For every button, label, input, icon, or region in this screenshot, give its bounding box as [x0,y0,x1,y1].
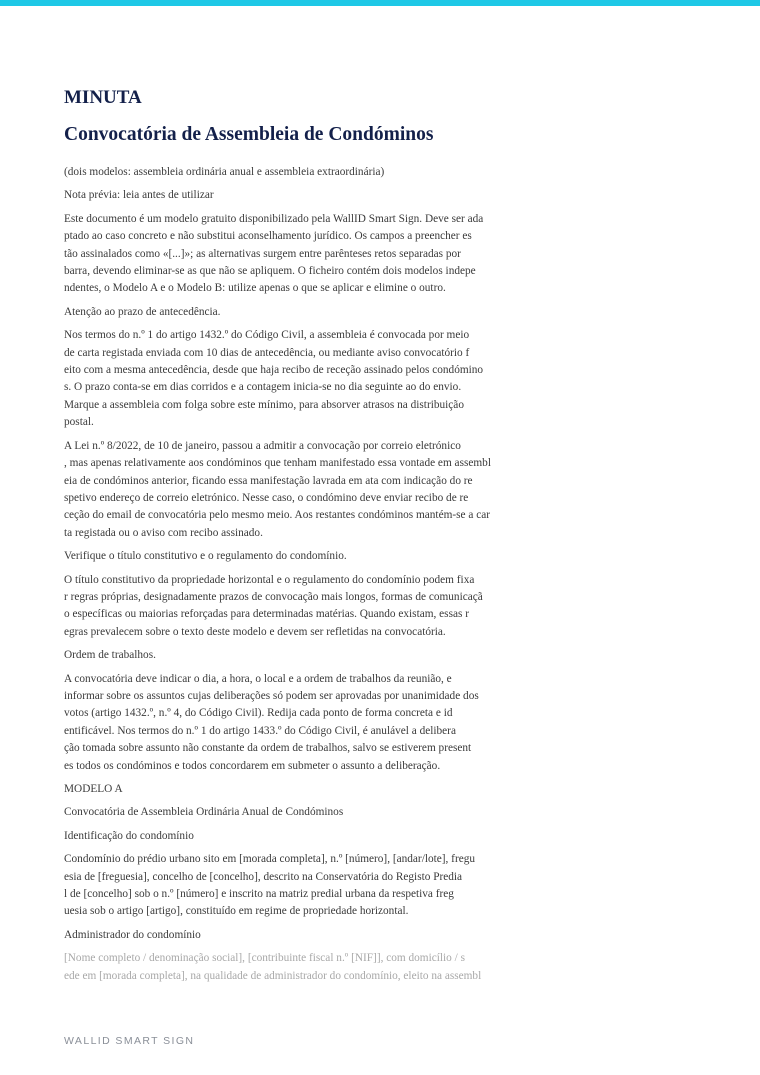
text-line: eia de condóminos anterior, ficando essa manifestação lavrada em ata com indicação do re [64,474,473,487]
text-line: Nota prévia: leia antes de utilizar [64,189,214,202]
text-line: Verifique o título constitutivo e o regulamento do condomínio. [64,550,347,563]
paragraph [64,164,534,181]
text-line: postal. [64,416,94,429]
text-line: ptado ao caso concreto e não substitui aconselhamento jurídico. Os campos a preencher es [64,230,472,243]
text-line: [Nome completo / denominação social], [contribuinte fiscal n.º [NIF]], com domicílio / s [64,952,465,965]
paragraph [64,671,534,775]
text-line: es todos os condóminos e todos concordarem em submeter o assunto a deliberação. [64,759,441,772]
paragraph [64,304,534,321]
text-line: de carta registada enviada com 10 dias de antecedência, ou mediante aviso convocatório f [64,346,470,359]
paragraph [64,950,534,985]
text-line: Ordem de trabalhos. [64,649,156,662]
text-line: informar sobre os assuntos cujas deliberações só podem ser aprovadas por unanimidade dos [64,689,479,702]
text-line: Este documento é um modelo gratuito disponibilizado pela WallID Smart Sign. Deve ser ada [64,212,484,225]
paragraph [64,438,534,542]
text-line: o específicas ou maiorias reforçadas para determinadas matérias. Quando existam, essas r [64,608,469,621]
paragraph-list [64,164,534,985]
paragraph [64,327,534,431]
text-line: Convocatória de Assembleia Ordinária Anual de Condóminos [64,806,344,819]
text-line: s. O prazo conta-se em dias corridos e a contagem inicia-se no dia seguinte ao do envio. [64,381,462,394]
text-line: entificável. Nos termos do n.º 1 do artigo 1433.º do Código Civil, é anulável a delibera [64,724,456,737]
text-line: esia de [freguesia], concelho de [concelho], descrito na Conservatória do Registo Predia [64,870,463,883]
text-line: ção tomada sobre assunto não constante da ordem de trabalhos, salvo se estiverem present [64,742,472,755]
paragraph [64,211,534,298]
text-line: A Lei n.º 8/2022, de 10 de janeiro, passou a admitir a convocação por correio eletrónico [64,439,461,452]
text-line: A convocatória deve indicar o dia, a hora, o local e a ordem de trabalhos da reunião, e [64,672,452,685]
text-line: Atenção ao prazo de antecedência. [64,305,221,318]
paragraph [64,187,534,204]
text-line: Identificação do condomínio [64,829,194,842]
text-line: r regras próprias, designadamente prazos de convocação mais longos, formas de comunicaçã [64,590,483,603]
text-line: ede em [morada completa], na qualidade de administrador do condomínio, eleito na assembl [64,969,482,982]
text-line: spetivo endereço de correio eletrónico. Nesse caso, o condómino deve enviar recibo de re [64,491,469,504]
paragraph [64,804,534,821]
text-line: tão assinalados como «[...]»; as alternativas surgem entre parênteses retos separadas por [64,247,461,260]
text-line: Marque a assembleia com folga sobre este mínimo, para absorver atrasos na distribuição [64,398,464,411]
paragraph [64,572,534,642]
text-line: Condomínio do prédio urbano sito em [morada completa], n.º [número], [andar/lote], fregu [64,853,476,866]
paragraph [64,647,534,664]
text-line: , mas apenas relativamente aos condóminos que tenham manifestado essa vontade em assembl [64,457,491,470]
text-line: barra, devendo eliminar-se as que não se apliquem. O ficheiro contém dois modelos indepe [64,265,476,278]
text-line: votos (artigo 1432.º, n.º 4, do Código Civil). Redija cada ponto de forma concreta e id [64,707,453,720]
footer-brand: WALLID SMART SIGN [64,1035,195,1047]
document-subtitle: Convocatória de Assembleia de Condóminos [64,124,434,145]
paragraph [64,927,534,944]
text-line: uesia sob o artigo [artigo], constituído em regime de propriedade horizontal. [64,905,409,918]
paragraph [64,828,534,845]
text-line: MODELO A [64,783,123,795]
paragraph [64,548,534,565]
text-line: Administrador do condomínio [64,928,201,941]
top-accent-bar [0,0,760,6]
text-line: (dois modelos: assembleia ordinária anual e assembleia extraordinária) [64,166,385,178]
paragraph [64,781,534,798]
text-line: O título constitutivo da propriedade horizontal e o regulamento do condomínio podem fixa [64,573,475,586]
text-line: ndentes, o Modelo A e o Modelo B: utilize apenas o que se aplicar e elimine o outro. [64,282,446,295]
document-title: MINUTA [64,87,142,108]
text-line: Nos termos do n.º 1 do artigo 1432.º do Código Civil, a assembleia é convocada por meio [64,329,470,342]
text-line: egras prevalecem sobre o texto deste modelo e devem ser refletidas na convocatória. [64,625,446,638]
text-line: eito com a mesma antecedência, desde que haja recibo de receção assinado pelos condómino [64,364,484,377]
paragraph [64,851,534,921]
text-line: ceção do email de convocatória pelo mesmo meio. Aos restantes condóminos mantém-se a car [64,509,490,522]
text-line: ta registada ou o aviso com recibo assinado. [64,526,263,539]
document-body [64,86,534,991]
text-line: l de [concelho] sob o n.º [número] e inscrito na matriz predial urbana da respetiva freg [64,888,454,901]
